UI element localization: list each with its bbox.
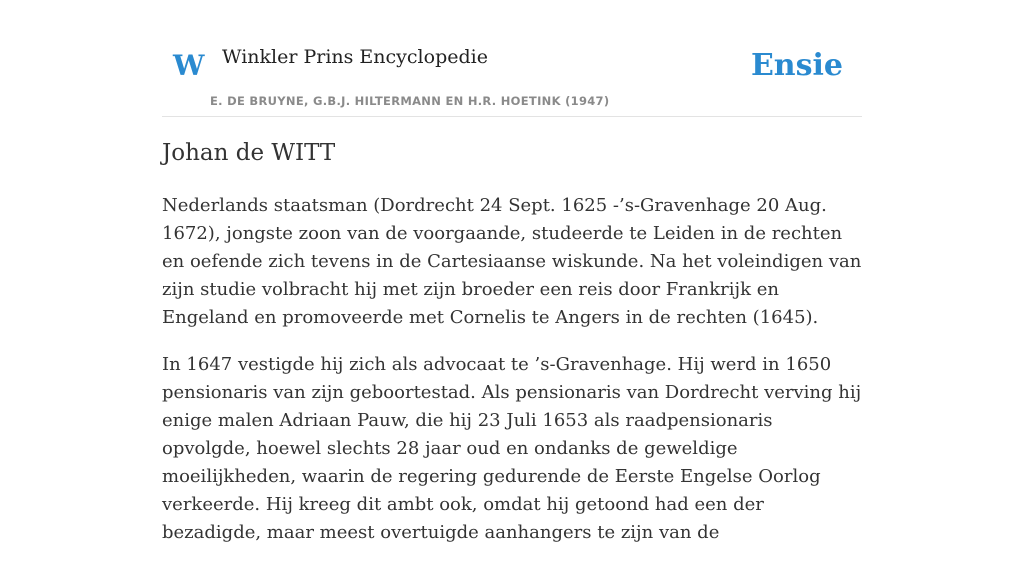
page-container [162, 0, 862, 543]
article-paragraph: In 1647 vestigde hij zich als advocaat te ’s-Gravenhage. Hij werd in 1650 pensionaris van zijn geboortestad. Als pensionaris van Dordrecht verving hij enige malen Adriaan Pauw, die hij 23 Juli 1653 als raadpensionaris opvolgde, hoewel slechts 28 jaar oud en ondanks de geweldige moeilijkheden, waarin de regering gedurende de Eerste Engelse Oorlog verkeerde. Hij kreeg dit ambt ook, omdat hij getoond had een der bezadigde, maar meest overtuigde aanhangers te zijn van de [162, 354, 862, 543]
w-logo-icon[interactable]: W [173, 49, 205, 82]
site-title[interactable]: Winkler Prins Encyclopedie [222, 46, 488, 68]
authors-line: E. DE BRUYNE, G.B.J. HILTERMANN EN H.R. HOETINK (1947) [210, 94, 610, 108]
ensie-logo[interactable]: Ensie [750, 48, 843, 83]
site-header [162, 0, 862, 117]
article-body [162, 192, 862, 566]
article-paragraph: Nederlands staatsman (Dordrecht 24 Sept. 1625 -’s-Gravenhage 20 Aug. 1672), jongste zoon van de voorgaande, studeerde te Leiden in de rechten en oefende zich tevens in de Cartesiaanse wiskunde. Na het voleindigen van zijn studie volbracht hij met zijn broeder een reis door Frankrijk en Engeland en promoveerde met Cornelis te Angers in de rechten (1645). [162, 195, 862, 328]
article-title: Johan de WITT [162, 140, 336, 166]
